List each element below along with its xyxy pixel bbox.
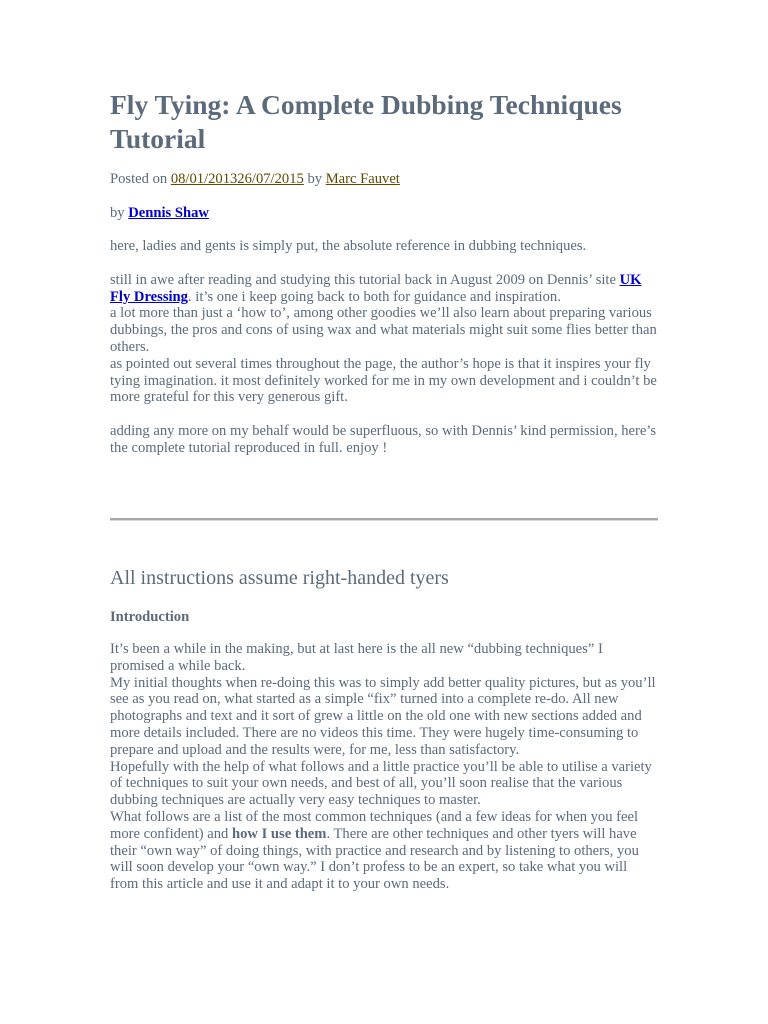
more-paragraph: a lot more than just a ‘how to’, among other goodies we’ll also learn about preparing various dubbings, the pros and cons of using wax and what materials might suit some flies better than others. [110,305,657,355]
p4-bold-text: how I use them [231,825,327,842]
adding-paragraph: adding any more on my behalf would be superfluous, so with Dennis’ kind permission, here’s the complete tutorial reproduced in full. enjoy ! [110,423,657,456]
p4-text-after: . There are other techniques and other tyers will have their “own way” of doing things, with practice and research and by listening to others, you will soon develop your “own way.” I don’t profess to be an expert, so take what you will from this article and use it and adapt it to your own needs. [110,825,639,893]
byline-author-link[interactable]: Dennis Shaw [128,205,209,221]
post-title: Fly Tying: A Complete Dubbing Techniques Tutorial [110,89,622,154]
awe-paragraph [110,272,658,306]
intro-paragraph-1: It’s been a while in the making, but at last here is the all new “dubbing techniques” I promised a while back. [110,641,603,674]
introduction-body [110,641,658,893]
awe-text-before: still in awe after reading and studying this tutorial back in August 2009 on Dennis’ site [110,271,616,288]
post-author-link[interactable]: Marc Fauvet [325,171,400,187]
section-heading: All instructions assume right-handed tyers [110,567,449,589]
posted-on-label: Posted on [110,171,168,187]
intro-paragraph-3: Hopefully with the help of what follows and a little practice you’ll be able to utilise a variety of techniques to suit your own needs, and best of all, you’ll soon realise that the various dubbing techniques are actually very easy techniques to master. [110,758,652,809]
post-meta [110,170,658,188]
awe-text-after: . it’s one i keep going back to both for guidance and inspiration. [187,288,561,305]
p4-text-before: What follows are a list of the most common techniques (and a few ideas for when you feel more confident) and [110,808,639,842]
intro-paragraph-4 [110,809,658,893]
intro-paragraph: here, ladies and gents is simply put, the absolute reference in dubbing techniques. [110,238,587,254]
uk-fly-dressing-link[interactable]: UK Fly Dressing [110,271,642,305]
horizontal-divider [110,518,658,521]
introduction-heading: Introduction [110,609,190,625]
hope-paragraph: as pointed out several times throughout the page, the author’s hope is that it inspires your fly tying imagination. it most definitely worked for me in my own development and i couldn’t be more grateful for this very generous gift. [110,355,657,406]
byline [110,204,658,222]
post-date-link[interactable]: 08/01/201326/07/2015 [170,171,304,187]
meta-by-label: by [307,171,323,187]
article [110,88,658,893]
byline-by-label: by [110,205,125,221]
intro-paragraph-2: My initial thoughts when re-doing this was to simply add better quality pictures, but as you’ll see as you read on, what started as a simple “fix” turned into a complete re-do. All new photographs and text and it sort of grew a little on the old one with new sections added and more details included. There are no videos this time. They were hugely time-consuming to prepare and upload and the results were, for me, less than satisfactory. [110,674,656,758]
